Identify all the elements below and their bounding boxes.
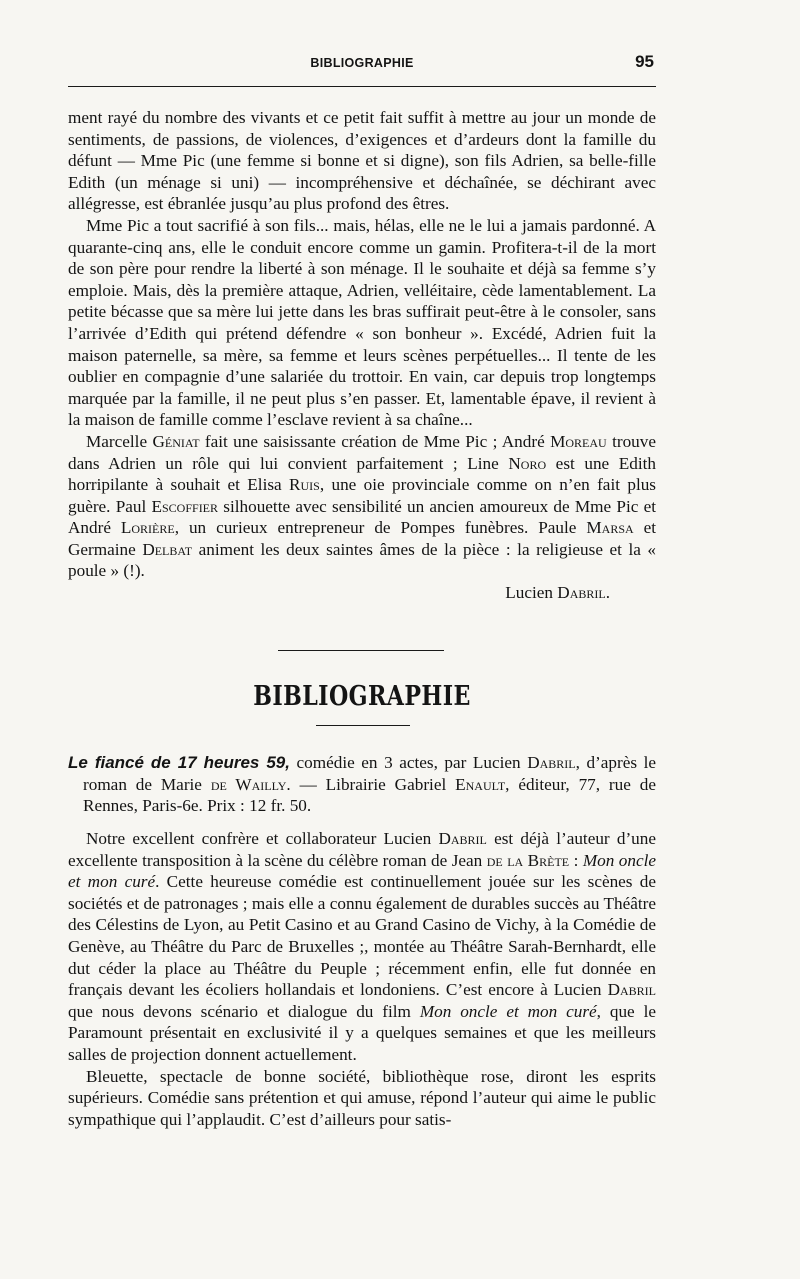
bibliography-entry: Le fiancé de 17 heures 59, comédie en 3 actes, par Lucien Dabril, d’après le roman de Marie de Wailly. — Librairie Gabriel Enault, éditeur, 77, rue de Rennes, Paris-6e. Prix : 12 fr. 50. xyxy=(68,753,656,816)
notice-paragraph-1: Notre excellent confrère et collaborateur Lucien Dabril est déjà l’auteur d’une excellente transposition à la scène du célèbre roman de Jean de la Brète : Mon oncle et mon curé. Cette heureuse comédie est continuellement jouée sur les scènes de sociétés et de patronages ; mais elle a connu également de durables succès au Théâtre des Célestins de Lyon, au Petit Casino et au Grand Casino de Vichy, à la Comédie de Genève, au Théâtre du Parc de Bruxelles ;, montée au Théâtre Sarah-Bernhardt, elle dut céder la place au Théâtre du Peuple ; récemment enfin, elle fut donnée en français devant les écoliers hollandais et londoniens. C’est encore à Lucien Dabril que nous devons scénario et dialogue du film Mon oncle et mon curé, que le Paramount présentait en exclusivité il y a quelques semaines et que les meilleurs salles de projection donnent actuellement. xyxy=(68,829,656,1064)
notice-text xyxy=(68,828,656,1130)
running-title: BIBLIOGRAPHIE xyxy=(310,56,414,70)
actor-name: Lorière xyxy=(120,518,175,538)
actor-name: Marsa xyxy=(586,518,634,538)
work-title: Mon oncle et mon curé xyxy=(68,850,656,892)
actor-name: Delbat xyxy=(142,539,193,559)
running-head xyxy=(68,52,656,80)
actor-name: Moreau xyxy=(550,431,607,451)
actor-name: Ruis xyxy=(289,475,320,495)
section-heading: BIBLIOGRAPHIE xyxy=(253,681,471,712)
review-signature: Lucien Dabril. xyxy=(505,583,610,603)
header-rule xyxy=(68,86,656,87)
actor-name: Escoffier xyxy=(151,496,219,516)
review-paragraph-1: ment rayé du nombre des vivants et ce petit fait suffit à mettre au jour un monde de sentiments, de passions, de violences, d’exigences et d’ardeurs dont la famille du défunt — Mme Pic (une femme si bonne et si digne), son fils Adrien, sa belle-fille Edith (un ménage si uni) — incompréhensive et déchaînée, se déchirant avec allégresse, est ébranlée jusqu’au plus profond des êtres. xyxy=(68,108,656,214)
review-paragraph-2: Mme Pic a tout sacrifié à son fils... mais, hélas, elle ne le lui a jamais pardonné. A quarante-cinq ans, elle le conduit encore comme un gamin. Profitera-t-il de la mort de son père pour rendre la liberté à son ménage. Il le souhaite et déjà sa femme s’y emploie. Mais, dès la première attaque, Adrien, velléitaire, cède lamentablement. La petite bécasse que sa mère lui jette dans les bras suffirait peut-être à le consoler, sans l’arrivée d’Edith qui prétend défendre « son bonheur ». Excédé, Adrien fuit la maison paternelle, sa mère, sa femme et leurs scènes perpétuelles... Il tente de les oublier en compagnie d’une salariée du trottoir. En vain, car depuis trop longtemps marquée par la famille, il ne peut plus s’en passer. Et, lamentable épave, il revient à la maison de famille comme l’esclave revient à sa chaîne... xyxy=(68,215,656,430)
actor-name: Géniat xyxy=(152,431,200,451)
review-paragraph-3: Marcelle Géniat fait une saisissante création de Mme Pic ; André Moreau trouve dans Adrien un rôle qui lui convient parfaitement ; Line Noro est une Edith horripilante à souhait et Elisa Ruis, une oie provinciale comme on n’en fait plus guère. Paul Escoffier silhouette avec sensibilité un ancien amoureux de Mme Pic et André Lorière, un curieux entrepreneur de Pompes funèbres. Paule Marsa et Germaine Delbat animent les deux saintes âmes de la pièce : la religieuse et la « poule » (!). xyxy=(68,431,657,581)
book-title: Le fiancé de 17 heures 59, xyxy=(68,753,290,772)
notice-paragraph-2: Bleuette, spectacle de bonne société, bibliothèque rose, diront les esprits supérieurs. Comédie sans prétention et qui amuse, répond l’auteur qui aime le public sympathique qui l’applaudit. C’est d’ailleurs pour satis- xyxy=(68,1066,656,1129)
page-number: 95 xyxy=(635,52,654,71)
author-name: Dabril xyxy=(527,753,576,772)
heading-underline xyxy=(316,725,410,726)
actor-name: Noro xyxy=(508,453,547,473)
section-divider xyxy=(278,650,444,651)
author-name: de Wailly xyxy=(210,774,287,794)
review-text xyxy=(68,107,656,604)
work-title: Mon oncle et mon curé xyxy=(419,1001,597,1021)
publisher-name: Enault xyxy=(455,774,506,794)
